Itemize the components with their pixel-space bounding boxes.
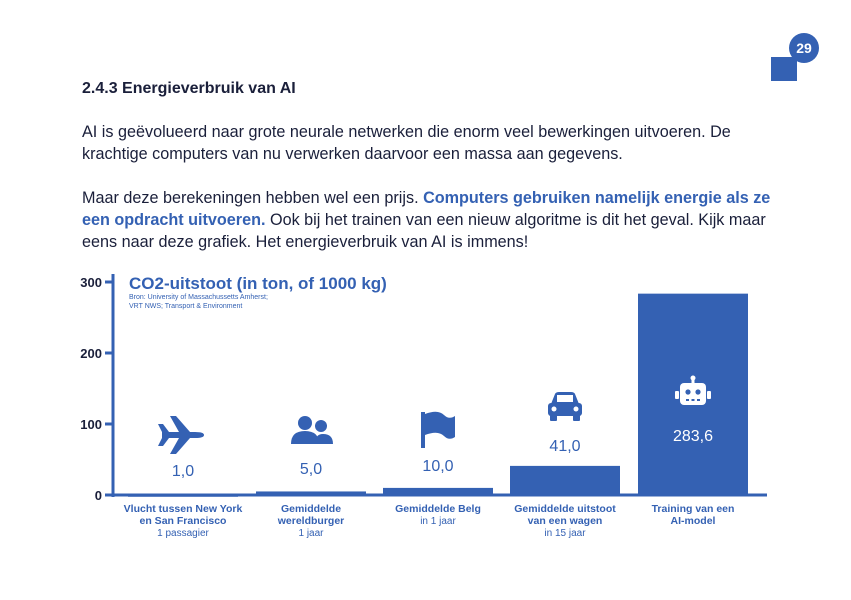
paragraph-energy-highlight: Computers gebruiken namelijk energie als ze een opdracht uitvoeren. <box>82 189 771 229</box>
bar-value-label: 10,0 <box>422 458 454 475</box>
x-category-label: Training van een <box>651 503 735 515</box>
x-category-label: Vlucht tussen New York <box>123 503 243 515</box>
paragraph-intro: AI is geëvolueerd naar grote neurale netwerken die enorm veel bewerkingen uitvoeren. De krachtige computers van nu verwerken daarvoor een massa aan gegevens. <box>82 123 731 163</box>
x-category-sublabel: in 15 jaar <box>544 528 586 539</box>
x-category-label: AI-model <box>670 515 716 527</box>
co2-chart <box>0 260 851 560</box>
paragraph-energy <box>82 187 782 253</box>
x-category-label: wereldburger <box>277 515 345 527</box>
page-number-badge <box>771 33 825 81</box>
co2-chart-svg <box>0 260 851 560</box>
x-category-label: Gemiddelde <box>280 503 342 515</box>
y-tick-label: 100 <box>80 417 102 432</box>
bar-value-label: 5,0 <box>299 461 323 478</box>
section-title: 2.4.3 Energieverbruik van AI <box>82 80 296 97</box>
y-tick-label: 300 <box>80 275 102 290</box>
x-category-sublabel: 1 jaar <box>298 528 324 539</box>
y-tick-label: 0 <box>94 488 102 503</box>
flag-icon <box>421 412 455 448</box>
chart-source-line: VRT NWS; Transport & Environment <box>129 303 243 310</box>
x-category-label: Gemiddelde Belg <box>395 503 481 515</box>
chart-title: CO2-uitstoot (in ton, of 1000 kg) <box>129 274 387 293</box>
paragraph-energy-end: Ook bij het trainen van een nieuw algoritme is dit het geval. Kijk maar eens naar deze grafiek. Het energieverbruik van AI is immens! <box>82 211 766 251</box>
bar <box>510 466 620 495</box>
bar-value-label: 1,0 <box>171 463 195 480</box>
x-category-label: en San Francisco <box>139 515 227 527</box>
bar <box>383 488 493 495</box>
page-number: 29 <box>789 33 819 63</box>
page-badge-square <box>771 57 797 81</box>
car-icon <box>548 392 582 421</box>
chart-source-line: Bron: University of Massachussetts Amherst; <box>129 294 268 301</box>
x-category-label: Gemiddelde uitstoot <box>514 503 616 515</box>
y-tick-label: 200 <box>80 346 102 361</box>
people-icon <box>291 416 333 444</box>
x-category-label: van een wagen <box>527 515 603 527</box>
bar <box>256 491 366 495</box>
x-category-sublabel: 1 passagier <box>157 528 209 539</box>
x-category-sublabel: in 1 jaar <box>420 516 456 527</box>
airplane-icon <box>158 416 204 454</box>
bar-value-label: 41,0 <box>549 438 581 455</box>
bar-value-label: 283,6 <box>672 428 714 445</box>
bar <box>128 494 238 497</box>
paragraph-energy-start: Maar deze berekeningen hebben wel een prijs. <box>82 189 424 207</box>
